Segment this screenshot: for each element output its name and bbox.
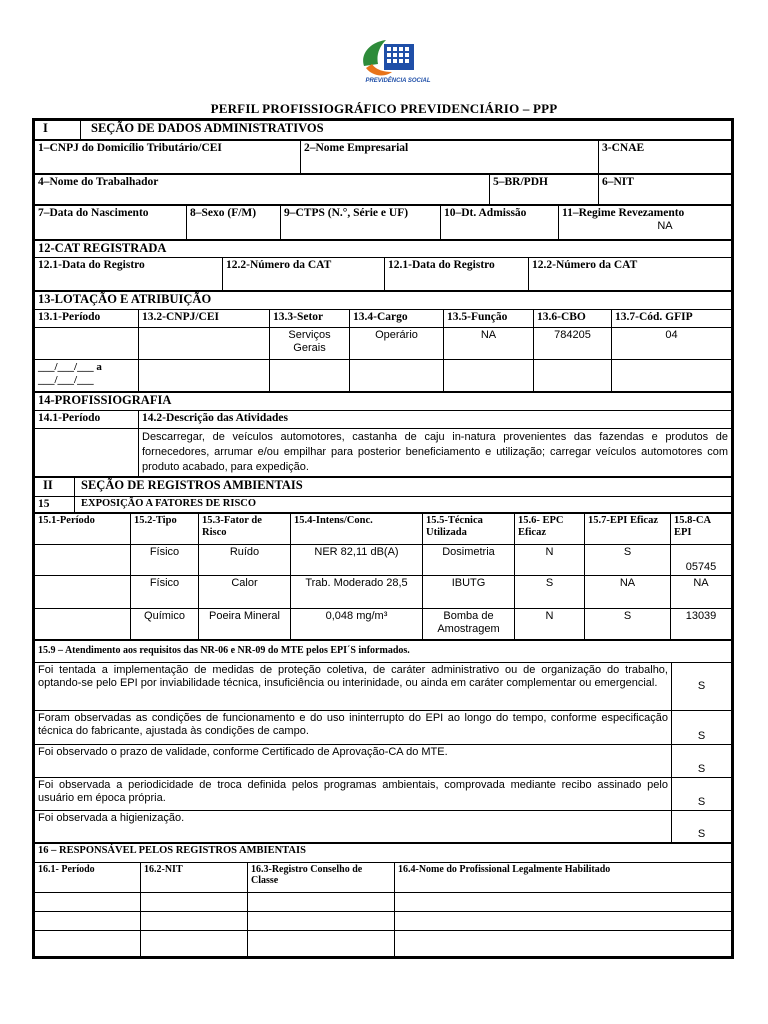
- risk-cell[interactable]: NER 82,11 dB(A): [291, 545, 423, 576]
- risk-header: 15.4-Intens/Conc.: [291, 514, 423, 545]
- allocation-cell[interactable]: [612, 360, 732, 392]
- professiography-period-header: 14.1-Período: [35, 411, 139, 429]
- responsible-cell[interactable]: [35, 893, 141, 912]
- sex-field[interactable]: 8–Sexo (F/M): [187, 206, 281, 240]
- cat-section: [34, 240, 732, 291]
- responsible-cell[interactable]: [141, 931, 248, 957]
- risk-cell[interactable]: [35, 576, 131, 609]
- company-name-field[interactable]: 2–Nome Empresarial: [301, 141, 599, 174]
- epi-requirement-text: Foi observada a higienização.: [35, 811, 672, 843]
- risk-cell[interactable]: Bomba de Amostragem: [423, 609, 515, 640]
- section-1-header: [34, 120, 732, 140]
- risk-cell[interactable]: NA: [671, 576, 732, 609]
- shift-regime-value: NA: [657, 220, 673, 232]
- birth-date-field[interactable]: 7–Data do Nascimento: [35, 206, 187, 240]
- responsible-header: 16.4-Nome do Profissional Legalmente Habilitado: [395, 863, 732, 893]
- allocation-cell[interactable]: [35, 328, 139, 360]
- risk-cell[interactable]: 05745: [671, 545, 732, 576]
- risk-cell[interactable]: N: [515, 545, 585, 576]
- cat-number-1[interactable]: 12.2-Número da CAT: [223, 258, 385, 291]
- shift-regime-label: 11–Regime Revezamento: [562, 207, 685, 219]
- risk-header: 15.6- EPC Eficaz: [515, 514, 585, 545]
- risk-factors-table: [34, 513, 732, 640]
- risk-cell[interactable]: Físico: [131, 576, 199, 609]
- allocation-cell[interactable]: [444, 360, 534, 392]
- risk-header: 15.1-Período: [35, 514, 131, 545]
- admission-date-field[interactable]: 10–Dt. Admissão: [441, 206, 559, 240]
- responsible-cell[interactable]: [141, 893, 248, 912]
- cat-number-2[interactable]: 12.2-Número da CAT: [529, 258, 732, 291]
- allocation-cell[interactable]: 04: [612, 328, 732, 360]
- worker-name-field[interactable]: 4–Nome do Trabalhador: [35, 175, 490, 205]
- ppp-form: [32, 118, 734, 959]
- professiography-period[interactable]: [35, 429, 139, 477]
- epi-requirement-text: Foi observado o prazo de validade, conforme Certificado de Aprovação-CA do MTE.: [35, 745, 672, 778]
- section-number: II: [35, 478, 75, 497]
- allocation-cell[interactable]: Serviços Gerais: [270, 328, 350, 360]
- allocation-header: 13.2-CNPJ/CEI: [139, 310, 270, 328]
- logo-text: PREVIDÊNCIA SOCIAL: [365, 78, 431, 84]
- responsible-header: 16.2-NIT: [141, 863, 248, 893]
- allocation-cell[interactable]: [270, 360, 350, 392]
- allocation-title: 13-LOTAÇÃO E ATRIBUIÇÃO: [35, 292, 732, 310]
- allocation-cell[interactable]: [534, 360, 612, 392]
- risk-cell[interactable]: Químico: [131, 609, 199, 640]
- responsible-table: [34, 843, 732, 957]
- risk-cell[interactable]: Dosimetria: [423, 545, 515, 576]
- risk-exposure-title: EXPOSIÇÃO A FATORES DE RISCO: [75, 497, 732, 513]
- cnpj-field[interactable]: 1–CNPJ do Domicílio Tributário/CEI: [35, 141, 301, 174]
- responsible-cell[interactable]: [35, 912, 141, 931]
- allocation-cell[interactable]: [139, 328, 270, 360]
- responsible-cell[interactable]: [248, 931, 395, 957]
- professiography-title: 14-PROFISSIOGRAFIA: [35, 393, 732, 411]
- responsible-cell[interactable]: [395, 893, 732, 912]
- allocation-cell[interactable]: NA: [444, 328, 534, 360]
- risk-header: 15.8-CA EPI: [671, 514, 732, 545]
- risk-cell[interactable]: [35, 545, 131, 576]
- responsible-cell[interactable]: [248, 893, 395, 912]
- risk-cell[interactable]: Ruído: [199, 545, 291, 576]
- risk-cell[interactable]: NA: [585, 576, 671, 609]
- risk-cell[interactable]: 0,048 mg/m³: [291, 609, 423, 640]
- responsible-cell[interactable]: [395, 912, 732, 931]
- allocation-header: 13.4-Cargo: [350, 310, 444, 328]
- allocation-header: 13.1-Período: [35, 310, 139, 328]
- allocation-cell[interactable]: [139, 360, 270, 392]
- risk-cell[interactable]: S: [585, 545, 671, 576]
- risk-cell[interactable]: S: [515, 576, 585, 609]
- epi-requirement-answer[interactable]: S: [671, 811, 731, 843]
- cat-date-2[interactable]: 12.1-Data do Registro: [385, 258, 529, 291]
- allocation-cell[interactable]: Operário: [350, 328, 444, 360]
- allocation-header: 13.5-Função: [444, 310, 534, 328]
- section-number: I: [35, 121, 81, 140]
- allocation-section: [34, 291, 732, 392]
- epi-requirement-text: Foi observada a periodicidade de troca definida pelos programas ambientais, comprovada mediante recibo assinado pelo usuário em época própria.: [35, 778, 672, 811]
- allocation-header: 13.3-Setor: [270, 310, 350, 328]
- allocation-cell[interactable]: 784205: [534, 328, 612, 360]
- cnae-field[interactable]: 3-CNAE: [599, 141, 732, 174]
- epi-requirements-table: [34, 640, 732, 843]
- epi-requirement-answer[interactable]: S: [671, 711, 731, 745]
- activity-description-header: 14.2-Descrição das Atividades: [139, 411, 732, 429]
- responsible-cell[interactable]: [248, 912, 395, 931]
- company-row: [34, 140, 732, 174]
- risk-cell[interactable]: Físico: [131, 545, 199, 576]
- responsible-cell[interactable]: [35, 931, 141, 957]
- responsible-header: 16.1- Período: [35, 863, 141, 893]
- epi-requirements-title: 15.9 – Atendimento aos requisitos das NR-06 e NR-09 do MTE pelos EPI´S informados.: [35, 641, 732, 663]
- risk-header: 15.5-Técnica Utilizada: [423, 514, 515, 545]
- risk-header: 15.2-Tipo: [131, 514, 199, 545]
- responsible-cell[interactable]: [395, 931, 732, 957]
- responsible-cell[interactable]: [141, 912, 248, 931]
- risk-cell[interactable]: IBUTG: [423, 576, 515, 609]
- epi-requirement-text: Foi tentada a implementação de medidas de proteção coletiva, de caráter administrativo ou de organização do trabalho, optando-se pelo EPI por inviabilidade técnica, insuficiência ou interinidade, ou ainda em caráter complementar ou emergencial.: [35, 663, 672, 711]
- shift-regime-field[interactable]: [559, 206, 732, 240]
- allocation-header: 13.7-Cód. GFIP: [612, 310, 732, 328]
- allocation-header: 13.6-CBO: [534, 310, 612, 328]
- risk-cell[interactable]: [35, 609, 131, 640]
- section-2-header: [34, 477, 732, 513]
- risk-header: 15.3-Fator de Risco: [199, 514, 291, 545]
- br-pdh-field[interactable]: 5–BR/PDH: [490, 175, 599, 205]
- previdencia-social-logo: [358, 36, 438, 86]
- risk-header: 15.7-EPI Eficaz: [585, 514, 671, 545]
- nit-field[interactable]: 6–NIT: [599, 175, 732, 205]
- allocation-period-placeholder[interactable]: ___/___/___ a ___/___/___: [35, 360, 139, 392]
- epi-requirement-answer[interactable]: S: [671, 663, 731, 711]
- allocation-cell[interactable]: [350, 360, 444, 392]
- risk-exposure-number: 15: [35, 497, 75, 513]
- responsible-header: 16.3-Registro Conselho de Classe: [248, 863, 395, 893]
- risk-cell[interactable]: Calor: [199, 576, 291, 609]
- epi-requirement-text: Foram observadas as condições de funcionamento e do uso ininterrupto do EPI ao longo do tempo, conforme especificação técnica do fabricante, ajustada às condições de campo.: [35, 711, 672, 745]
- risk-cell[interactable]: 13039: [671, 609, 732, 640]
- risk-cell[interactable]: Trab. Moderado 28,5: [291, 576, 423, 609]
- section-title: SEÇÃO DE DADOS ADMINISTRATIVOS: [81, 121, 732, 140]
- ctps-field[interactable]: 9–CTPS (N.°, Série e UF): [281, 206, 441, 240]
- epi-requirement-answer[interactable]: S: [671, 778, 731, 811]
- worker-row: [34, 174, 732, 205]
- risk-cell[interactable]: S: [585, 609, 671, 640]
- professiography-section: [34, 392, 732, 477]
- cat-title: 12-CAT REGISTRADA: [35, 241, 732, 258]
- personal-row: [34, 205, 732, 240]
- epi-requirement-answer[interactable]: S: [671, 745, 731, 778]
- document-title: PERFIL PROFISSIOGRÁFICO PREVIDENCIÁRIO – PPP: [210, 101, 558, 116]
- responsible-title: 16 – RESPONSÁVEL PELOS REGISTROS AMBIENTAIS: [35, 844, 732, 863]
- cat-date-1[interactable]: 12.1-Data do Registro: [35, 258, 223, 291]
- section-title: SEÇÃO DE REGISTROS AMBIENTAIS: [75, 478, 732, 497]
- risk-cell[interactable]: Poeira Mineral: [199, 609, 291, 640]
- risk-cell[interactable]: N: [515, 609, 585, 640]
- activity-description[interactable]: Descarregar, de veículos automotores, castanha de caju in-natura provenientes das fazendas e produtos de fornecedores, arrumar e/ou empilhar para posterior beneficiamento e utilização; carregar veículos automotores com produto acabado, para expedição.: [139, 429, 732, 477]
